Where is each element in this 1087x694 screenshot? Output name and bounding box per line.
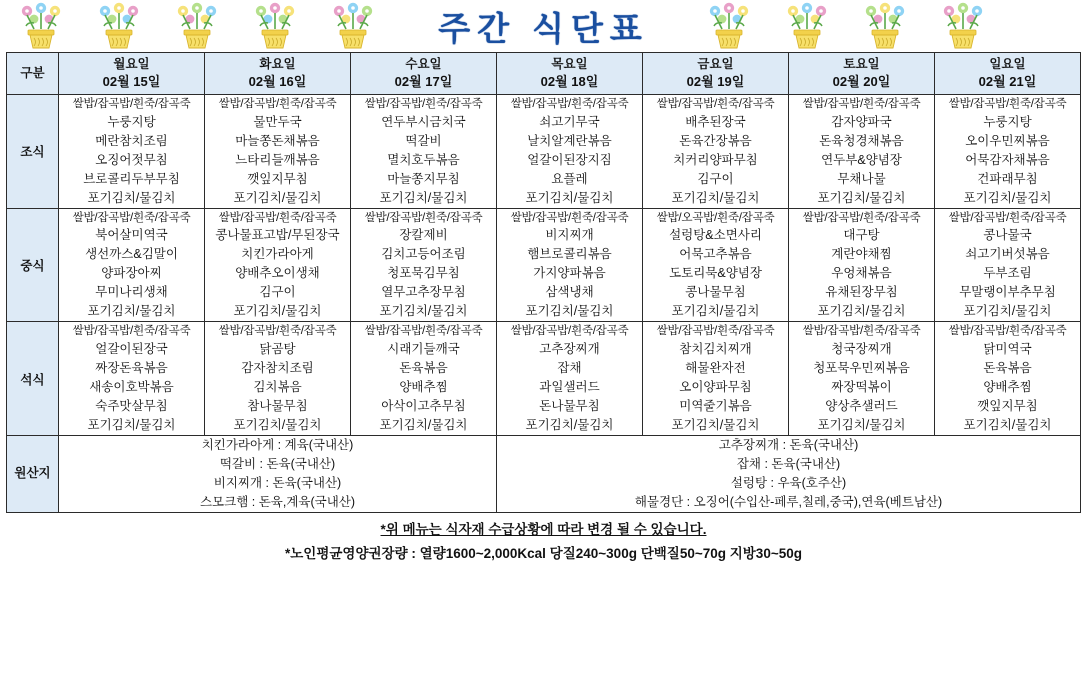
menu-item: 돈육청경채볶음	[819, 133, 904, 148]
menu-cell	[497, 95, 643, 209]
day-date: 02월 21일	[978, 74, 1037, 90]
menu-cell	[205, 322, 351, 436]
menu-item: 닭미역국	[983, 341, 1032, 356]
day-name: 금요일	[697, 57, 734, 72]
menu-item: 포기김치/물김치	[525, 417, 614, 432]
menu-item: 가지양파볶음	[533, 266, 606, 281]
menu-item: 쌀밥/오곡밥/흰죽/잡곡죽	[656, 210, 775, 224]
origin-item: 해물경단 : 오징어(수입산-페루,칠레,중국),연육(베트남산)	[634, 494, 943, 509]
menu-item: 햄브로콜리볶음	[527, 247, 612, 262]
menu-item: 연두부시금치국	[381, 114, 466, 129]
menu-item: 포기김치/물김치	[963, 190, 1052, 205]
menu-item: 새송이호박볶음	[89, 379, 174, 394]
menu-item: 미역줄기볶음	[679, 398, 752, 413]
menu-item: 치커리양파무침	[673, 152, 758, 167]
menu-item: 떡갈비	[405, 133, 442, 148]
menu-item: 쌀밥/잡곡밥/흰죽/잡곡죽	[510, 324, 629, 338]
origin-row	[7, 435, 1081, 512]
origin-item: 치킨가라아게 : 계육(국내산)	[201, 437, 354, 452]
origin-list-right	[497, 435, 1081, 512]
menu-cell	[789, 322, 935, 436]
menu-item: 쌀밥/잡곡밥/흰죽/잡곡죽	[364, 324, 483, 338]
menu-cell	[59, 95, 205, 209]
column-header-day-5	[643, 53, 789, 95]
menu-item: 열무고추장무침	[381, 285, 466, 300]
menu-item: 쌀밥/잡곡밥/흰죽/잡곡죽	[510, 210, 629, 224]
menu-item: 포기김치/물김치	[963, 417, 1052, 432]
flower-pot-icon	[18, 2, 64, 50]
menu-item: 마늘쫑돈채볶음	[235, 133, 320, 148]
menu-item: 포기김치/물김치	[525, 304, 614, 319]
meal-row	[7, 322, 1081, 436]
meal-row	[7, 208, 1081, 322]
menu-item: 계란야채찜	[831, 247, 892, 262]
column-header-day-4	[497, 53, 643, 95]
menu-cell	[935, 95, 1081, 209]
menu-item: 포기김치/물김치	[817, 417, 906, 432]
menu-item: 마늘쫑지무침	[387, 171, 460, 186]
flower-pot-icon	[706, 2, 752, 50]
menu-item: 깻잎지무침	[977, 398, 1038, 413]
column-header-day-2	[205, 53, 351, 95]
origin-item: 비지찌개 : 돈육(국내산)	[213, 475, 342, 490]
column-header-day-3	[351, 53, 497, 95]
flower-pot-icon	[174, 2, 220, 50]
menu-item: 날치알계란볶음	[527, 133, 612, 148]
footnote-nutrition: *노인평균영양권장량 : 열량1600~2,000Kcal 당질240~300g 단백질50~70g 지방30~50g	[285, 545, 802, 561]
menu-item: 쌀밥/잡곡밥/흰죽/잡곡죽	[948, 210, 1067, 224]
meal-label-2: 중식	[7, 208, 59, 322]
menu-item: 쌀밥/잡곡밥/흰죽/잡곡죽	[218, 324, 337, 338]
menu-item: 오이양파무침	[679, 379, 752, 394]
menu-item: 돈육볶음	[399, 360, 448, 375]
menu-cell	[935, 322, 1081, 436]
menu-item: 포기김치/물김치	[233, 304, 322, 319]
origin-item: 고추장찌개 : 돈육(국내산)	[718, 437, 859, 452]
menu-cell	[789, 95, 935, 209]
menu-item: 고추장찌개	[539, 341, 600, 356]
menu-item: 양배추오이생채	[235, 266, 320, 281]
menu-item: 생선까스&김말이	[85, 247, 178, 262]
menu-item: 누룽지탕	[983, 114, 1032, 129]
day-date: 02월 20일	[832, 74, 891, 90]
footnote-menu-change: *위 메뉴는 식자재 수급상황에 따라 변경 될 수 있습니다.	[380, 521, 707, 537]
menu-item: 양파장아찌	[101, 266, 162, 281]
menu-item: 돈나물무침	[539, 398, 600, 413]
footnotes	[6, 518, 1081, 562]
menu-item: 무미나리생채	[95, 285, 168, 300]
origin-label: 원산지	[7, 435, 59, 512]
menu-item: 닭곰탕	[259, 341, 296, 356]
menu-cell	[497, 208, 643, 322]
menu-item: 김구이	[697, 171, 734, 186]
menu-item: 삼색냉채	[545, 285, 594, 300]
menu-cell	[351, 208, 497, 322]
menu-item: 돈육볶음	[983, 360, 1032, 375]
menu-item: 요플레	[551, 171, 588, 186]
menu-item: 포기김치/물김치	[671, 304, 760, 319]
menu-item: 숙주맛살무침	[95, 398, 168, 413]
menu-item: 포기김치/물김치	[379, 190, 468, 205]
menu-item: 포기김치/물김치	[525, 190, 614, 205]
menu-item: 쌀밥/잡곡밥/흰죽/잡곡죽	[218, 97, 337, 110]
menu-item: 깻잎지무침	[247, 171, 308, 186]
origin-item: 잡채 : 돈육(국내산)	[736, 456, 841, 471]
menu-item: 콩나물국	[983, 228, 1032, 243]
menu-item: 비지찌개	[545, 228, 594, 243]
menu-item: 시래기들깨국	[387, 341, 460, 356]
page-header	[0, 0, 1087, 52]
menu-cell	[643, 208, 789, 322]
table-header-row	[7, 53, 1081, 95]
flower-pot-icon	[784, 2, 830, 50]
day-name: 일요일	[989, 57, 1026, 72]
menu-item: 잡채	[557, 360, 582, 375]
day-name: 수요일	[405, 57, 442, 72]
menu-item: 배추된장국	[685, 114, 746, 129]
flower-pot-icon	[96, 2, 142, 50]
day-date: 02월 18일	[540, 74, 599, 90]
menu-item: 콩나물표고밥/무된장국	[215, 228, 340, 243]
menu-item: 양상추샐러드	[825, 398, 898, 413]
menu-item: 멸치호두볶음	[387, 152, 460, 167]
menu-item: 쌀밥/잡곡밥/흰죽/잡곡죽	[802, 97, 921, 110]
menu-item: 연두부&양념장	[821, 152, 902, 167]
menu-item: 청국장찌개	[831, 341, 892, 356]
menu-item: 김구이	[259, 285, 296, 300]
menu-item: 어묵고추볶음	[679, 247, 752, 262]
menu-item: 쌀밥/잡곡밥/흰죽/잡곡죽	[364, 210, 483, 224]
origin-item: 설렁탕 : 우육(호주산)	[730, 475, 847, 490]
column-header-day-6	[789, 53, 935, 95]
menu-item: 포기김치/물김치	[87, 304, 176, 319]
menu-item: 장칼제비	[399, 228, 448, 243]
origin-item: 떡갈비 : 돈육(국내산)	[219, 456, 336, 471]
menu-item: 쌀밥/잡곡밥/흰죽/잡곡죽	[364, 97, 483, 110]
menu-item: 참나물무침	[247, 398, 308, 413]
day-name: 목요일	[551, 57, 588, 72]
menu-item: 과일샐러드	[539, 379, 600, 394]
menu-item: 콩나물무침	[685, 285, 746, 300]
day-date: 02월 15일	[102, 74, 161, 90]
menu-item: 감자양파국	[831, 114, 892, 129]
menu-item: 포기김치/물김치	[87, 417, 176, 432]
menu-item: 쇠고기무국	[539, 114, 600, 129]
menu-item: 쌀밥/잡곡밥/흰죽/잡곡죽	[656, 97, 775, 110]
meal-label-3: 석식	[7, 322, 59, 436]
menu-item: 포기김치/물김치	[379, 304, 468, 319]
day-name: 월요일	[113, 57, 150, 72]
menu-item: 김치볶음	[253, 379, 302, 394]
menu-item: 쌀밥/잡곡밥/흰죽/잡곡죽	[948, 324, 1067, 338]
menu-cell	[59, 322, 205, 436]
menu-item: 유채된장무침	[825, 285, 898, 300]
menu-item: 어묵감자채볶음	[965, 152, 1050, 167]
menu-item: 포기김치/물김치	[817, 304, 906, 319]
menu-item: 청포묵우민찌볶음	[813, 360, 910, 375]
menu-item: 설렁탕&소면사리	[669, 228, 762, 243]
menu-item: 쌀밥/잡곡밥/흰죽/잡곡죽	[72, 324, 191, 338]
menu-item: 쌀밥/잡곡밥/흰죽/잡곡죽	[656, 324, 775, 338]
flower-pot-icon	[940, 2, 986, 50]
column-header-day-7	[935, 53, 1081, 95]
menu-cell	[59, 208, 205, 322]
menu-item: 무채나물	[837, 171, 886, 186]
menu-item: 우엉채볶음	[831, 266, 892, 281]
menu-cell	[789, 208, 935, 322]
menu-item: 포기김치/물김치	[87, 190, 176, 205]
menu-item: 쌀밥/잡곡밥/흰죽/잡곡죽	[802, 210, 921, 224]
menu-item: 청포묵김무침	[387, 266, 460, 281]
menu-item: 메란참치조림	[95, 133, 168, 148]
day-date: 02월 17일	[394, 74, 453, 90]
menu-item: 쌀밥/잡곡밥/흰죽/잡곡죽	[948, 97, 1067, 110]
menu-item: 짜장돈육볶음	[95, 360, 168, 375]
menu-item: 돈육간장볶음	[679, 133, 752, 148]
meal-row	[7, 95, 1081, 209]
menu-item: 얼갈이된장지짐	[527, 152, 612, 167]
column-header-gubun: 구분	[7, 53, 59, 95]
menu-item: 양배추찜	[983, 379, 1032, 394]
menu-item: 아삭이고추무침	[381, 398, 466, 413]
menu-item: 김치고등어조림	[381, 247, 466, 262]
menu-item: 쌀밥/잡곡밥/흰죽/잡곡죽	[218, 210, 337, 224]
menu-item: 참치김치찌개	[679, 341, 752, 356]
menu-item: 도토리묵&양념장	[669, 266, 762, 281]
menu-item: 북어살미역국	[95, 228, 168, 243]
menu-cell	[351, 322, 497, 436]
day-name: 화요일	[259, 57, 296, 72]
origin-list-left	[59, 435, 497, 512]
menu-item: 건파래무침	[977, 171, 1038, 186]
menu-item: 누룽지탕	[107, 114, 156, 129]
menu-item: 쌀밥/잡곡밥/흰죽/잡곡죽	[510, 97, 629, 110]
menu-item: 쌀밥/잡곡밥/흰죽/잡곡죽	[72, 97, 191, 110]
menu-item: 대구탕	[843, 228, 880, 243]
day-date: 02월 19일	[686, 74, 745, 90]
menu-item: 쌀밥/잡곡밥/흰죽/잡곡죽	[72, 210, 191, 224]
origin-item: 스모크햄 : 돈육,계육(국내산)	[199, 494, 356, 509]
menu-item: 치킨가라아게	[241, 247, 314, 262]
menu-cell	[643, 95, 789, 209]
menu-item: 오징어젓무침	[95, 152, 168, 167]
weekly-menu-table	[6, 52, 1081, 513]
menu-cell	[497, 322, 643, 436]
menu-cell	[205, 95, 351, 209]
menu-item: 포기김치/물김치	[671, 417, 760, 432]
menu-item: 양배추찜	[399, 379, 448, 394]
menu-item: 포기김치/물김치	[379, 417, 468, 432]
meal-label-1: 조식	[7, 95, 59, 209]
menu-item: 포기김치/물김치	[671, 190, 760, 205]
menu-cell	[351, 95, 497, 209]
menu-item: 감자참치조림	[241, 360, 314, 375]
menu-item: 오이우민찌볶음	[965, 133, 1050, 148]
flower-pot-icon	[330, 2, 376, 50]
flower-pot-icon	[862, 2, 908, 50]
column-header-day-1	[59, 53, 205, 95]
menu-item: 쌀밥/잡곡밥/흰죽/잡곡죽	[802, 324, 921, 338]
menu-item: 포기김치/물김치	[817, 190, 906, 205]
menu-item: 포기김치/물김치	[233, 190, 322, 205]
menu-item: 느타리들깨볶음	[235, 152, 320, 167]
menu-item: 브로콜리두부무침	[83, 171, 180, 186]
day-date: 02월 16일	[248, 74, 307, 90]
page-title: 주간 식단표	[438, 9, 649, 47]
menu-item: 물만두국	[253, 114, 302, 129]
menu-item: 무말랭이부추무침	[959, 285, 1056, 300]
menu-cell	[205, 208, 351, 322]
menu-item: 해물완자전	[685, 360, 746, 375]
menu-item: 얼갈이된장국	[95, 341, 168, 356]
menu-item: 쇠고기버섯볶음	[965, 247, 1050, 262]
day-name: 토요일	[843, 57, 880, 72]
menu-cell	[935, 208, 1081, 322]
menu-item: 포기김치/물김치	[233, 417, 322, 432]
menu-item: 포기김치/물김치	[963, 304, 1052, 319]
menu-item: 짜장떡볶이	[831, 379, 892, 394]
flower-pot-icon	[252, 2, 298, 50]
menu-item: 두부조림	[983, 266, 1032, 281]
menu-cell	[643, 322, 789, 436]
